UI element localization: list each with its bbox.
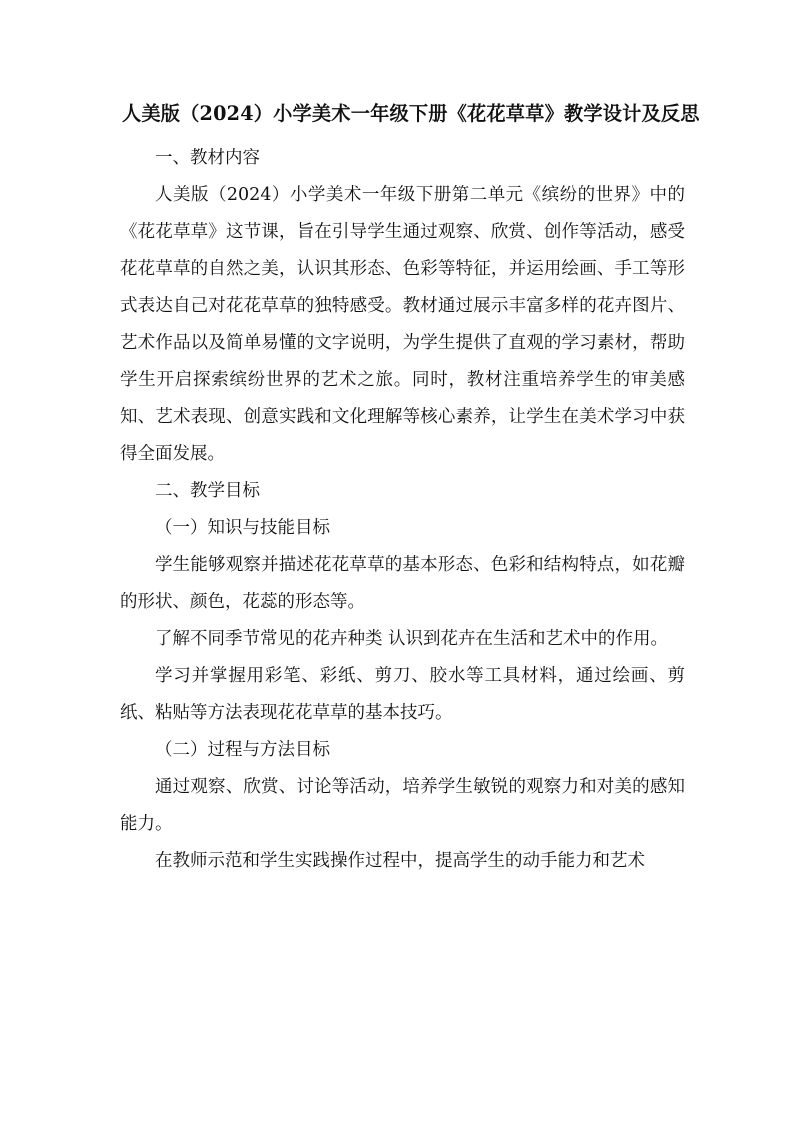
paragraph-knowledge-skills-3: 学习并掌握用彩笔、彩纸、剪刀、胶水等工具材料，通过绘画、剪纸、粘贴等方法表现花花草草的基本技巧。 [120, 666, 685, 723]
document-body [120, 140, 685, 880]
section-heading-teaching-material: 一、教材内容 [155, 148, 260, 168]
section-heading-teaching-goals: 二、教学目标 [155, 481, 260, 501]
paragraph-process-methods-1: 通过观察、欣赏、讨论等活动，培养学生敏锐的观察力和对美的感知能力。 [120, 777, 685, 834]
paragraph-knowledge-skills-1: 学生能够观察并描述花花草草的基本形态、色彩和结构特点，如花瓣的形状、颜色，花蕊的形态等。 [120, 555, 685, 612]
paragraph-teaching-material: 人美版（2024）小学美术一年级下册第二单元《缤纷的世界》中的《花花草草》这节课，旨在引导学生通过观察、欣赏、创作等活动，感受花花草草的自然之美，认识其形态、色彩等特征，并运用绘画、手工等形式表达自己对花花草草的独特感受。教材通过展示丰富多样的花卉图片、艺术作品以及简单易懂的文字说明，为学生提供了直观的学习素材，帮助学生开启探索缤纷世界的艺术之旅。同时，教材注重培养学生的审美感知、艺术表现、创意实践和文化理解等核心素养，让学生在美术学习中获得全面发展。 [120, 185, 685, 464]
subheading-knowledge-skills: （一）知识与技能目标 [155, 518, 330, 538]
paragraph-process-methods-2: 在教师示范和学生实践操作过程中，提高学生的动手能力和艺术 [155, 851, 645, 871]
document-title: 人美版（2024）小学美术一年级下册《花花草草》教学设计及反思 [122, 102, 700, 125]
subheading-process-methods: （二）过程与方法目标 [155, 740, 330, 760]
paragraph-knowledge-skills-2: 了解不同季节常见的花卉种类 认识到花卉在生活和艺术中的作用。 [155, 629, 669, 649]
